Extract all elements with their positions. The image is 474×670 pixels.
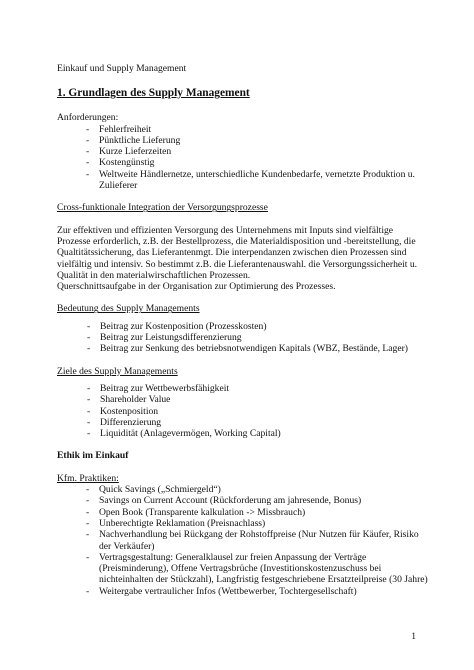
list-item: - Open Book (Transparente kalkulation -> Missbrauch) [84,507,429,518]
ethik-list [57,484,429,597]
list-item: - Shareholder Value [85,394,429,405]
list-item: - Vertragsgestaltung: Generalklausel zur freien Anpassung der Verträge (Preisminderung), Offene Vertragsbrüche (Investitionskostenzuschuss bei nichteinhalten der Stückzahl), Langfristig festgeschriebene Ersatzteilpreise (30 Jahre) [84,552,429,586]
page-content [57,63,429,597]
chapter-title: 1. Grundlagen des Supply Management [57,87,250,100]
list-item: - Kurze Lieferzeiten [84,146,429,157]
list-item: - Unberechtigte Reklamation (Preisnachlass) [84,518,429,529]
list-item: - Weitergabe vertraulicher Infos (Wettbewerber, Tochtergesellschaft) [84,586,429,597]
cross-body: Zur effektiven und effizienten Versorgung des Unternehmens mit Inputs sind vielfältige Prozesse erforderlich, z.B. der Bestellprozess, die Materialdisposition und -bereitstellung, die Qualtitätssicherung, das Lieferantenmgt. Die interpendanzen zwischen dien Prozessen sind vielfältig und intensiv. So bestimmt z.B. die Lieferantenauswahl. die Versorgungssicherheit u. Qualität in den materialwirschaftlichen Prozessen. [57,224,418,281]
list-item: - Beitrag zur Leistungsdifferenzierung [85,332,429,343]
list-item: - Nachverhandlung bei Rückgang der Rohstoffpreise (Nur Nutzen für Käufer, Risiko der Verkäufer) [84,529,429,552]
list-item: - Quick Savings („Schmiergeld“) [84,484,429,495]
list-item: - Savings on Current Account (Rückforderung am jahresende, Bonus) [84,495,429,506]
ziele-heading: Ziele des Supply Managements [57,365,178,377]
list-item: - Differenzierung [85,417,429,428]
running-header: Einkauf und Supply Management [57,63,187,74]
list-item: - Beitrag zur Kostenposition (Prozesskosten) [85,321,429,332]
ethik-subheading: Kfm. Praktiken: [57,472,119,484]
bedeutung-heading: Bedeutung des Supply Managements [57,303,200,315]
ethik-heading: Ethik im Einkauf [57,450,129,462]
list-item: - Kostenposition [85,406,429,417]
list-item: - Fehlerfreiheit [84,124,429,135]
page-number: 1 [411,631,416,642]
list-item: - Beitrag zur Senkung des betriebsnotwendigen Kapitals (WBZ, Bestände, Lager) [85,343,429,354]
cross-heading: Cross-funktionale Integration der Versorgungsprozesse [57,202,268,214]
list-item: - Pünktliche Lieferung [84,135,429,146]
bedeutung-list [57,321,429,355]
list-item: - Kostengünstig [84,157,429,168]
anforderungen-heading: Anforderungen: [57,112,119,124]
list-item: - Liquidität (Anlagevermögen, Working Capital) [85,428,429,439]
ziele-list [57,383,429,439]
list-item: - Weltweite Händlernetze, unterschiedliche Kundenbedarfe, vernetzte Produktion u. Zulieferer [84,169,429,192]
cross-closing: Querschnittsaufgabe in der Organisation zur Optimierung des Prozesses. [57,281,336,293]
list-item: - Beitrag zur Wettbewerbsfähigkeit [85,383,429,394]
anforderungen-list [57,124,429,192]
